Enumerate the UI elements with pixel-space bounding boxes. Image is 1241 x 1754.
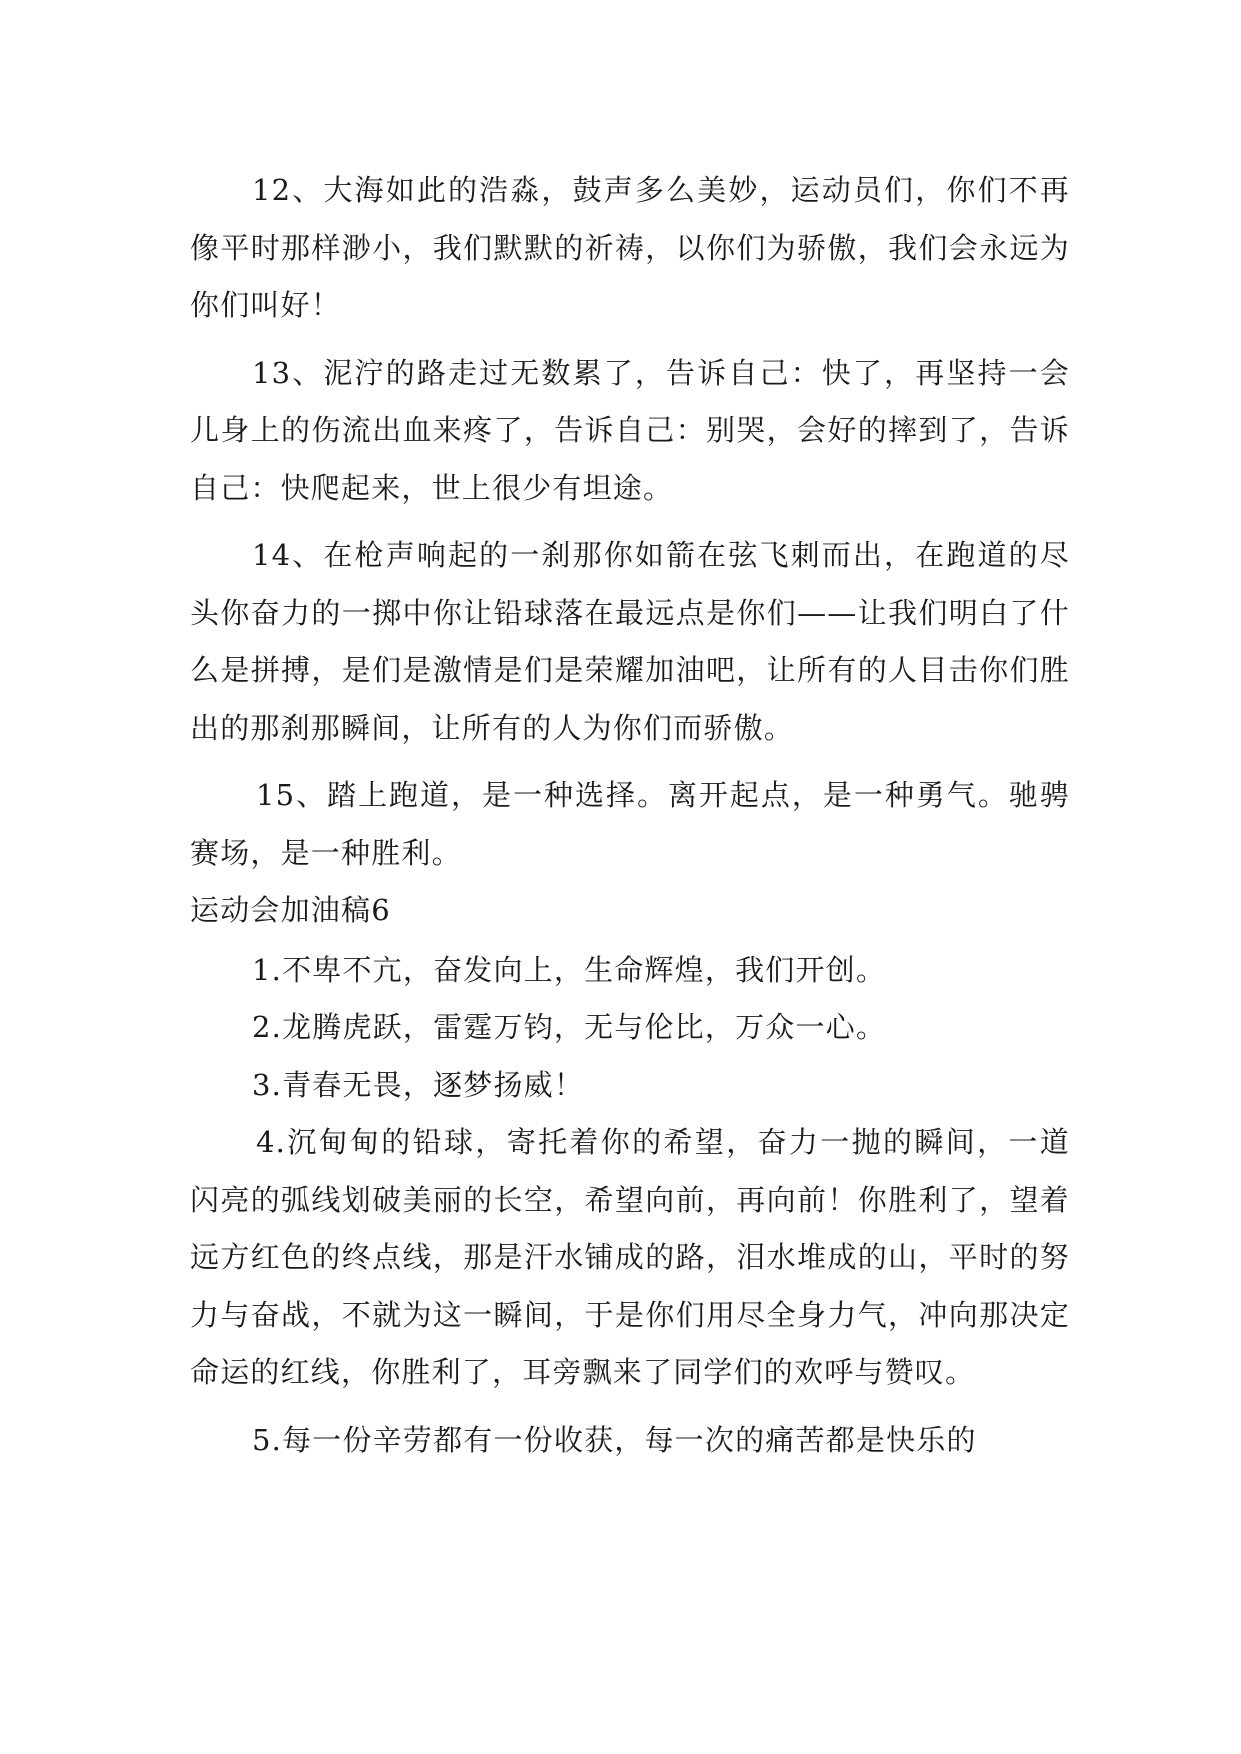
list-item-1: 1.不卑不亢，奋发向上，生命辉煌，我们开创。 <box>252 952 887 987</box>
list-item-5: 5.每一份辛劳都有一份收获，每一次的痛苦都是快乐的 <box>252 1422 977 1457</box>
paragraph-13: 13、泥泞的路走过无数累了，告诉自己：快了，再坚持一会儿身上的伤流出血来疼了，告诉自己：别哭，会好的摔到了，告诉自己：快爬起来，世上很少有坦途。 <box>190 355 1070 505</box>
list-item-4: 4.沉甸甸的铅球，寄托着你的希望，奋力一抛的瞬间，一道闪亮的弧线划破美丽的长空，希望向前，再向前！你胜利了，望着远方红色的终点线，那是汗水铺成的路，泪水堆成的山，平时的努力与奋战，不就为这一瞬间，于是你们用尽全身力气，冲向那决定命运的红线，你胜利了，耳旁飘来了同学们的欢呼与赞叹。 <box>190 1125 1070 1389</box>
paragraph-14: 14、在枪声响起的一刹那你如箭在弦飞刺而出，在跑道的尽头你奋力的一掷中你让铅球落在最远点是你们——让我们明白了什么是拼搏，是们是激情是们是荣耀加油吧，让所有的人目击你们胜出的那刹那瞬间，让所有的人为你们而骄傲。 <box>190 538 1070 745</box>
list-item-2: 2.龙腾虎跃，雷霆万钧，无与伦比，万众一心。 <box>252 1010 887 1044</box>
list-item-3: 3.青春无畏，逐梦扬威！ <box>252 1067 585 1102</box>
document-body <box>190 162 1070 1469</box>
paragraph-12: 12、大海如此的浩淼，鼓声多么美妙，运动员们，你们不再像平时那样渺小，我们默默的祈祷，以你们为骄傲，我们会永远为你们叫好！ <box>190 173 1070 322</box>
paragraph-15: 15、踏上跑道，是一种选择。离开起点，是一种勇气。驰骋赛场，是一种胜利。 <box>190 778 1070 870</box>
section-title: 运动会加油稿6 <box>190 893 391 927</box>
